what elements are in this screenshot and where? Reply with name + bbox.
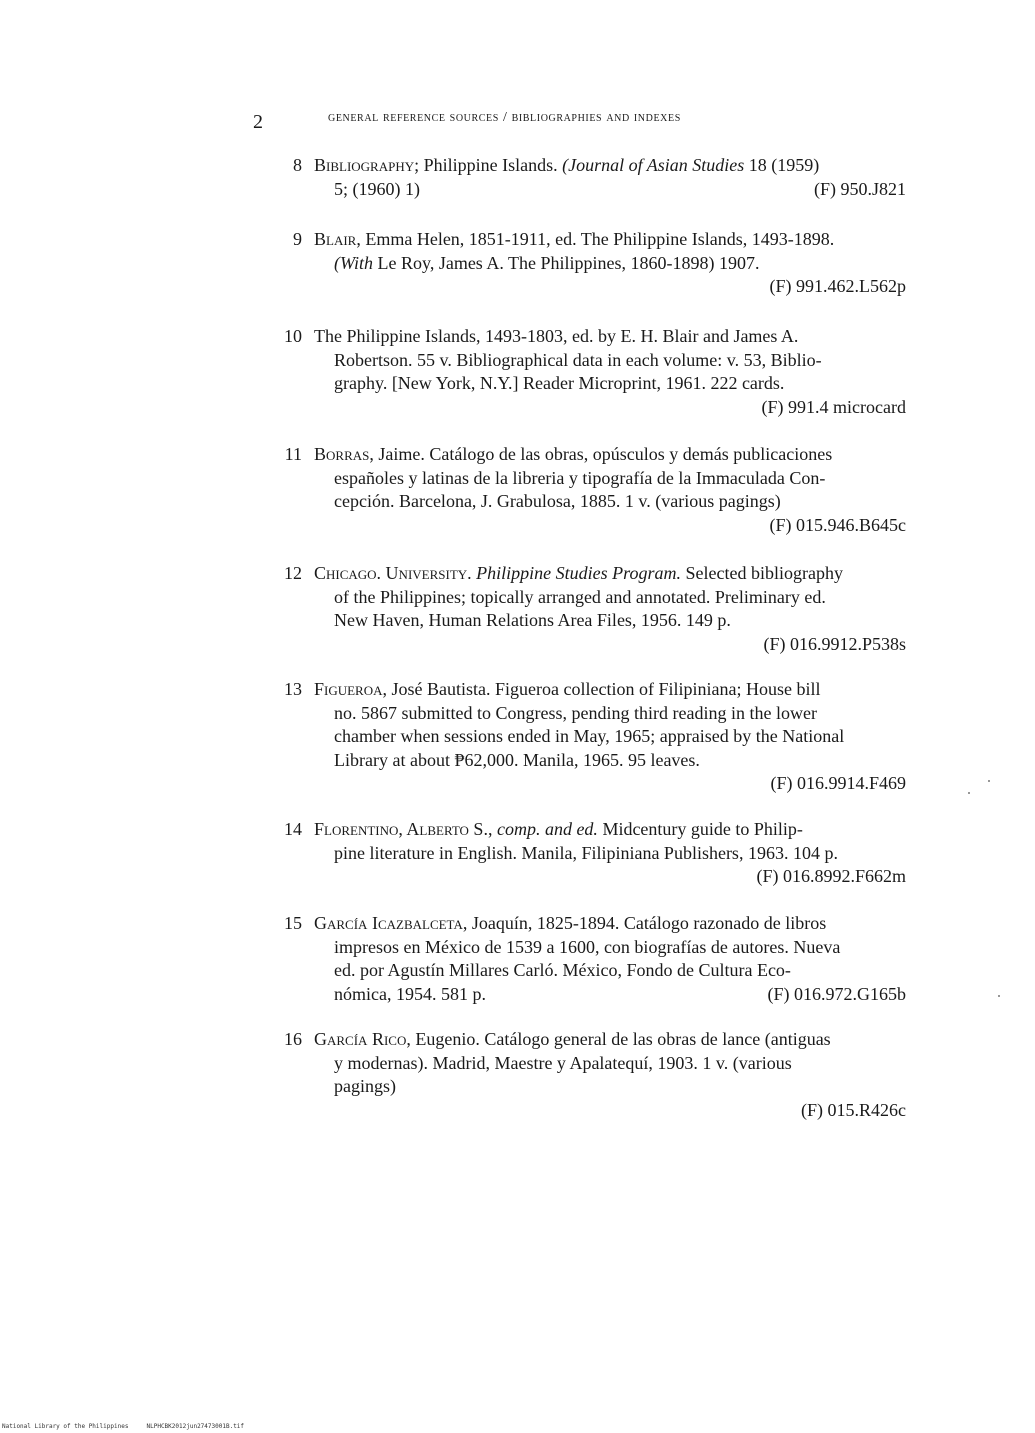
entry-number: 10 xyxy=(284,326,302,346)
entry-author: García Rico, xyxy=(314,1029,411,1049)
entry-number: 14 xyxy=(284,819,302,839)
entry-text-italic: Philippine Studies Program. xyxy=(471,563,681,583)
entry-author: Figueroa, xyxy=(314,679,388,699)
bibliography-entry xyxy=(270,678,910,796)
call-number: (F) 016.8992.F662m xyxy=(756,866,906,886)
entry-number: 12 xyxy=(284,563,302,583)
entry-number: 11 xyxy=(284,444,302,464)
entry-text: Robertson. 55 v. Bibliographical data in each volume: v. 53, Biblio- xyxy=(334,349,822,370)
entry-text: españoles y latinas de la libreria y tipografía de la Immaculada Con- xyxy=(334,467,826,488)
bibliography-entry xyxy=(270,1028,910,1122)
entry-text: Eugenio. Catálogo general de las obras de lance (antiguas xyxy=(410,1029,831,1049)
entry-text: no. 5867 submitted to Congress, pending third reading in the lower xyxy=(334,702,817,723)
bibliography-entry xyxy=(270,562,910,656)
bibliography-entry xyxy=(270,325,910,419)
entry-journal: (Journal of Asian Studies xyxy=(562,155,745,175)
entry-text: nómica, 1954. 581 p. xyxy=(334,983,486,1004)
entry-number: 16 xyxy=(284,1029,302,1049)
entry-text: impresos en México de 1539 a 1600, con biografías de autores. Nueva xyxy=(334,936,841,957)
entry-text: Philippine Islands. xyxy=(419,155,563,175)
entry-text: ed. por Agustín Millares Carló. México, Fondo de Cultura Eco- xyxy=(334,960,791,980)
call-number: (F) 991.4 microcard xyxy=(761,396,906,417)
scan-speck xyxy=(988,780,990,782)
entry-number: 13 xyxy=(284,679,302,699)
entry-text: 5; (1960) 1) xyxy=(334,178,420,199)
entry-text-italic: (With xyxy=(334,252,373,273)
scan-speck xyxy=(998,995,1000,997)
bibliography-entry xyxy=(270,912,910,1006)
entry-number: 9 xyxy=(293,229,302,249)
entry-text: Selected bibliography xyxy=(681,563,843,583)
entry-number: 15 xyxy=(284,913,302,933)
entry-text-italic: comp. and ed. xyxy=(492,819,598,839)
entry-text: pagings) xyxy=(334,1076,396,1096)
page-number: 2 xyxy=(253,111,263,133)
entry-text: New Haven, Human Relations Area Files, 1956. 149 p. xyxy=(334,610,731,630)
entry-text: Jaime. Catálogo de las obras, opúsculos y demás publicaciones xyxy=(373,444,833,464)
entry-text: Emma Helen, 1851-1911, ed. The Philippine Islands, 1493-1898. xyxy=(360,229,835,249)
entry-text: graphy. [New York, N.Y.] Reader Microprint, 1961. 222 cards. xyxy=(334,373,785,393)
entry-text: 18 (1959) xyxy=(744,155,820,175)
entry-text: José Bautista. Figueroa collection of Filipiniana; House bill xyxy=(387,679,821,699)
entry-text: Le Roy, James A. The Philippines, 1860-1898) 1907. xyxy=(373,252,760,273)
entry-text: Library at about ₱62,000. Manila, 1965. 95 leaves. xyxy=(334,749,700,770)
bibliography-entry xyxy=(270,443,910,537)
entry-author: Blair, xyxy=(314,229,361,249)
entry-text: Midcentury guide to Philip- xyxy=(597,819,803,839)
entry-text: cepción. Barcelona, J. Grabulosa, 1885. 1 v. (various pagings) xyxy=(334,491,781,511)
running-head: general reference sources / bibliographies and indexes xyxy=(328,110,681,125)
bibliography-entry xyxy=(270,818,910,889)
scan-footer: National Library of the Philippines NLPHCBK2012jun27473001B.tif xyxy=(2,1423,245,1430)
entry-author: Bibliography; xyxy=(314,155,420,175)
call-number: (F) 016.9912.P538s xyxy=(763,633,906,654)
call-number: (F) 015.946.B645c xyxy=(769,514,906,535)
entry-author: Florentino, Alberto S., xyxy=(314,819,493,839)
call-number: (F) 991.462.L562p xyxy=(769,276,906,296)
bibliography-entry xyxy=(270,154,910,201)
call-number: (F) 015.R426c xyxy=(801,1099,906,1120)
call-number: (F) 950.J821 xyxy=(813,178,906,199)
bibliography-entry xyxy=(270,228,910,299)
entry-text: chamber when sessions ended in May, 1965; appraised by the National xyxy=(334,726,845,746)
entry-author: Chicago. University. xyxy=(314,563,472,583)
entry-author: García Icazbalceta, xyxy=(314,913,468,933)
scan-speck xyxy=(968,792,970,794)
call-number: (F) 016.9914.F469 xyxy=(770,773,906,793)
entry-text: The Philippine Islands, 1493-1803, ed. by E. H. Blair and James A. xyxy=(314,326,799,346)
entry-text: pine literature in English. Manila, Filipiniana Publishers, 1963. 104 p. xyxy=(334,842,838,863)
entry-author: Borras, xyxy=(314,444,374,464)
entry-text: y modernas). Madrid, Maestre y Apalatequí, 1903. 1 v. (various xyxy=(334,1052,792,1073)
entry-number: 8 xyxy=(293,155,302,175)
entry-text: of the Philippines; topically arranged and annotated. Preliminary ed. xyxy=(334,586,826,607)
call-number: (F) 016.972.G165b xyxy=(767,983,906,1004)
entry-text: Joaquín, 1825-1894. Catálogo razonado de libros xyxy=(467,913,827,933)
